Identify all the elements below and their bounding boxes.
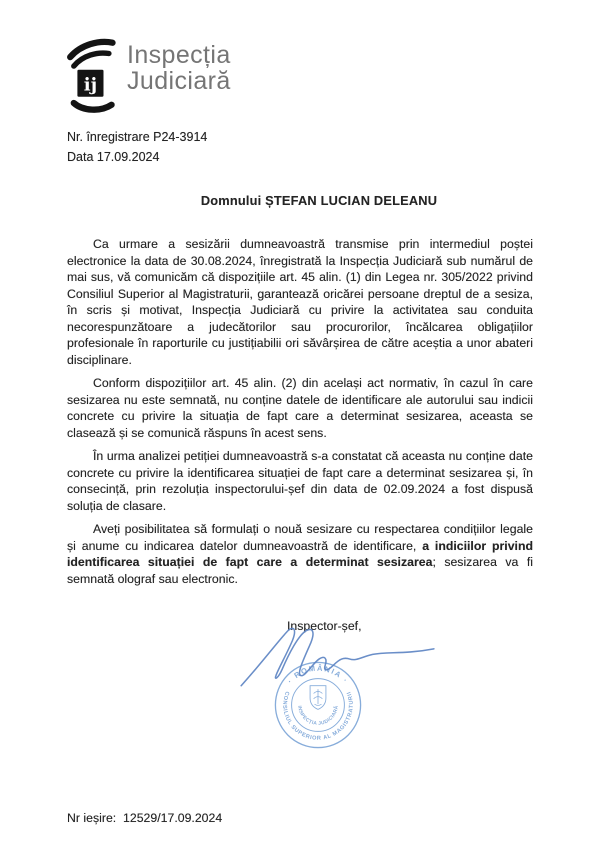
paragraph-4-bold: a indiciilor privind identificarea situației de fapt care a determinat sesizarea xyxy=(67,538,534,569)
stamp-inner-text: INSPECȚIA JUDICIARĂ xyxy=(296,705,340,727)
stamp-coat-of-arms xyxy=(310,686,326,710)
paragraph-2: Conform dispozițiilor art. 45 alin. (2) din același act normativ, în cazul în care sesizarea nu este semnată, nu conține datele de identificare ale autorului sau indicii concrete cu privire la situația de fapt care a determinat sesizarea, aceasta se clasează și se comunică răspuns în acest sens. xyxy=(67,376,533,440)
logo-wordmark xyxy=(127,38,231,94)
registration-block xyxy=(67,127,533,167)
svg-text:INSPECȚIA JUDICIARĂ xyxy=(296,705,340,727)
paragraph-4-post: ; sesizarea va fi semnată olograf sau electronic. xyxy=(67,555,534,586)
handwritten-signature xyxy=(235,624,440,688)
stamp-country-text: · ROMÂNIA · xyxy=(285,663,351,686)
column-icon xyxy=(63,38,117,114)
svg-text:ij: ij xyxy=(83,74,98,96)
logo-line1: Inspecția xyxy=(127,41,231,69)
paragraph-4 xyxy=(67,521,533,587)
stamp-ring-text: CONSILIUL SUPERIOR AL MAGISTRATURII xyxy=(281,690,355,742)
signature-title: Inspector-șef, xyxy=(287,619,362,633)
brand-header xyxy=(63,38,533,114)
logo-line2: Judiciară xyxy=(127,67,231,95)
signature-area xyxy=(67,634,533,784)
paragraph-4-pre: Aveți posibilitatea să formulați o nouă sesizare cu respectarea condițiilor legale și anume cu indicarea datelor dumneavoastră de identificare, xyxy=(67,522,533,553)
paragraph-1: Ca urmare a sesizării dumneavoastră transmise prin intermediul poștei electronice la data de 30.08.2024, înregistrată la Inspecția Judiciară sub numărul de mai sus, vă comunicăm că dispozițiile art. 45 alin. (1) din Legea nr. 305/2022 privind Consiliul Superior al Magistraturii, garantează oricărei persoane dreptul de a sesiza, în scris și motivat, Inspecția Judiciară cu privire la activitatea sau conduita necorespunzătoare a judecătorilor sau procurorilor, încălcarea obligațiilor profesionale în raporturile cu justițiabilii ori săvârșirea de către aceștia a unor abateri disciplinare. xyxy=(67,237,533,367)
exit-number: Nr ieșire: 12529/17.09.2024 xyxy=(67,811,223,825)
registration-number: Nr. înregistrare P24-3914 xyxy=(67,130,208,144)
paragraph-3: În urma analizei petiției dumneavoastră s-a constatat că aceasta nu conține date concrete cu privire la identificarea situației de fapt care a determinat sesizarea și, în consecință, prin rezoluția inspectorului-șef din data de 02.09.2024 a fost dispusă soluția de clasare. xyxy=(67,449,533,513)
registration-date: Data 17.09.2024 xyxy=(67,150,160,164)
letter-body xyxy=(67,236,533,587)
addressee: Domnului ȘTEFAN LUCIAN DELEANU xyxy=(200,193,438,208)
